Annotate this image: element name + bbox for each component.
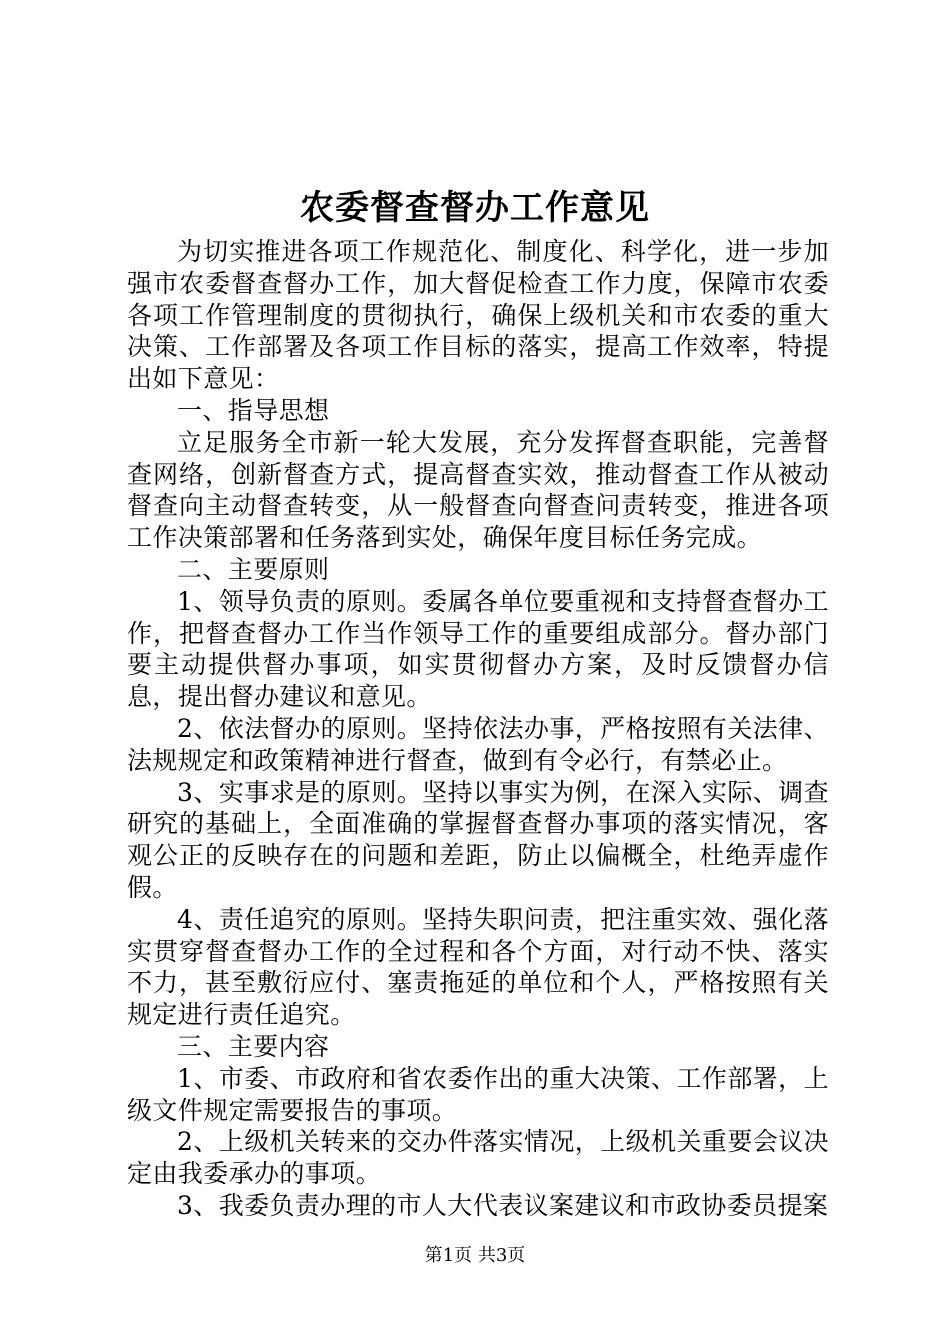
principle-accountability-paragraph: 4、责任追究的原则。坚持失职问责，把注重实效、强化落实贯穿督查督办工作的全过程和各个方面，对行动不快、落实不力，甚至敷衍应付、塞责拖延的单位和个人，严格按照有关规定进行责任追究。 bbox=[127, 904, 829, 1030]
principle-factual-paragraph: 3、实事求是的原则。坚持以事实为例，在深入实际、调查研究的基础上，全面准确的掌握督查督办事项的落实情况，客观公正的反映存在的问题和差距，防止以偏概全，杜绝弄虚作假。 bbox=[127, 777, 829, 902]
document-title: 农委督查督办工作意见 bbox=[300, 188, 650, 228]
content-item-3-paragraph: 3、我委负责办理的市人大代表议案建议和市政协委员提案 bbox=[177, 1190, 829, 1220]
document-body bbox=[127, 236, 829, 1222]
page-footer: 第1页 共3页 bbox=[424, 1245, 526, 1266]
intro-paragraph: 为切实推进各项工作规范化、制度化、科学化，进一步加强市农委督查督办工作，加大督促检查工作力度，保障市农委各项工作管理制度的贯彻执行，确保上级机关和市农委的重大决策、工作部署及各项工作目标的落实，提高工作效率，特提出如下意见： bbox=[127, 237, 829, 394]
section-heading-main-principles: 二、主要原则 bbox=[177, 554, 330, 584]
principle-leadership-paragraph: 1、领导负责的原则。委属各单位要重视和支持督查督办工作，把督查督办工作当作领导工作的重要组成部分。督办部门要主动提供督办事项，如实贯彻督办方案，及时反馈督办信息，提出督办建议和意见。 bbox=[127, 586, 829, 712]
section-heading-main-content: 三、主要内容 bbox=[177, 1031, 330, 1061]
section-heading-guiding-ideology: 一、指导思想 bbox=[177, 395, 330, 425]
content-item-1-paragraph: 1、市委、市政府和省农委作出的重大决策、工作部署，上级文件规定需要报告的事项。 bbox=[127, 1063, 829, 1125]
guiding-ideology-paragraph: 立足服务全市新一轮大发展，充分发挥督查职能，完善督查网络，创新督查方式，提高督查实效，推动督查工作从被动督查向主动督查转变，从一般督查向督查问责转变，推进各项工作决策部署和任务落到实处，确保年度目标任务完成。 bbox=[127, 427, 829, 553]
principle-lawful-paragraph: 2、依法督办的原则。坚持依法办事，严格按照有关法律、法规规定和政策精神进行督查，做到有令必行，有禁必止。 bbox=[127, 713, 829, 775]
content-item-2-paragraph: 2、上级机关转来的交办件落实情况，上级机关重要会议决定由我委承办的事项。 bbox=[127, 1127, 829, 1189]
